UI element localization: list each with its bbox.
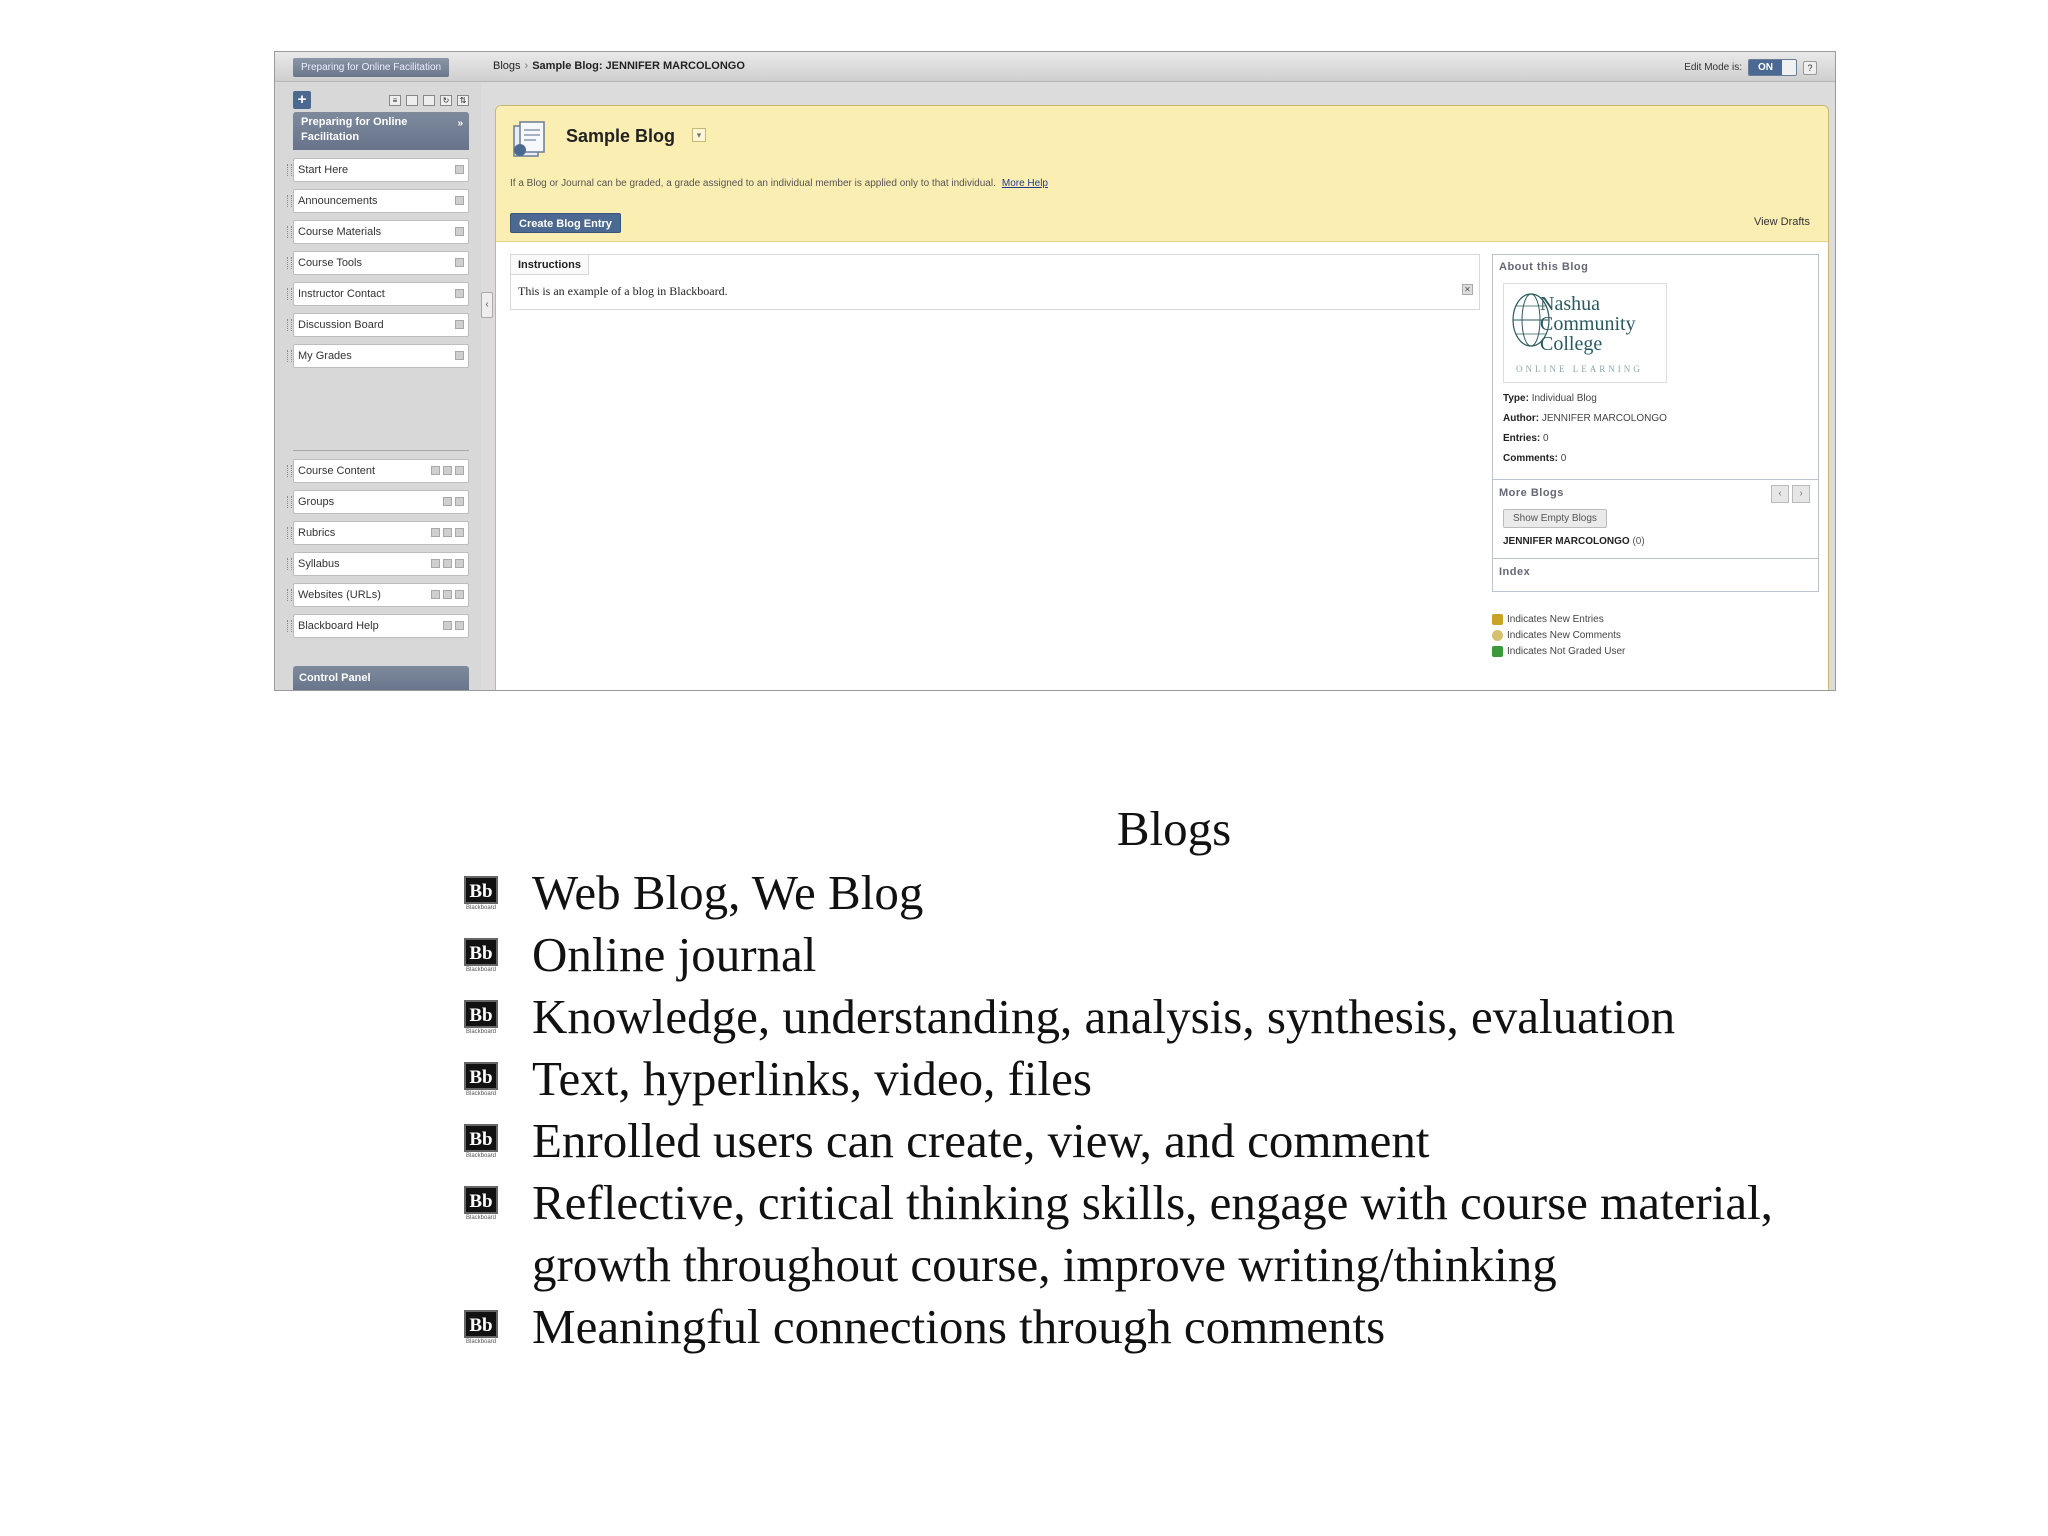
sidebar-item-label: Announcements — [298, 195, 378, 207]
sidebar-item-label: Course Materials — [298, 226, 382, 238]
refresh-icon[interactable]: ↻ — [440, 95, 452, 106]
course-menu-header[interactable] — [293, 112, 469, 150]
breadcrumb-current: Sample Blog: JENNIFER MARCOLONGO — [532, 60, 745, 72]
bullet-text: Meaningful connections through comments — [532, 1299, 1386, 1354]
edit-mode — [1684, 58, 1817, 77]
bullet-icon-text: Bb — [464, 876, 498, 904]
hidden-icon — [431, 466, 440, 475]
edit-mode-state: ON — [1749, 60, 1782, 75]
bullet-icon-caption: Blackboard — [465, 1215, 497, 1221]
item-options — [431, 466, 464, 475]
more-author-name: JENNIFER MARCOLONGO — [1503, 536, 1630, 547]
sidebar-divider — [293, 450, 469, 451]
collapse-sidebar-handle[interactable]: ‹ — [481, 292, 493, 318]
blackboard-bullet-icon — [464, 1000, 498, 1040]
legend-not-graded — [1492, 643, 1625, 659]
sidebar-item-label: Course Tools — [298, 257, 362, 269]
options-icon[interactable] — [455, 621, 464, 630]
sidebar-item-discussion-board[interactable] — [293, 313, 469, 337]
list-view-icon[interactable]: ≡ — [389, 95, 401, 106]
bullet-icon-text: Bb — [464, 1000, 498, 1028]
reorder-icon[interactable]: ⇅ — [457, 95, 469, 106]
edit-icon[interactable] — [443, 466, 452, 475]
item-options — [455, 351, 464, 360]
sidebar-item-course-materials[interactable] — [293, 220, 469, 244]
list-item — [464, 1110, 1884, 1172]
sidebar-item-groups[interactable] — [293, 490, 469, 514]
bullet-icon-caption: Blackboard — [465, 1153, 497, 1159]
index-title[interactable]: Index — [1499, 566, 1531, 578]
create-blog-entry-button[interactable]: Create Blog Entry — [510, 213, 621, 233]
sidebar-item-announcements[interactable] — [293, 189, 469, 213]
page-description-text: If a Blog or Journal can be graded, a grade assigned to an individual member is applied only to that individual. — [510, 178, 996, 189]
sidebar-item-label: Rubrics — [298, 527, 336, 539]
blackboard-bullet-icon — [464, 1310, 498, 1350]
bullet-icon-caption: Blackboard — [465, 1091, 497, 1097]
close-icon[interactable]: ✕ — [1462, 284, 1473, 295]
blog-content-area — [495, 105, 1829, 691]
item-options — [455, 289, 464, 298]
bullet-icon-caption: Blackboard — [465, 1339, 497, 1345]
logo-line-2: Community — [1540, 313, 1636, 335]
options-icon[interactable] — [455, 258, 464, 267]
sidebar-item-course-content[interactable] — [293, 459, 469, 483]
chevron-right-icon[interactable]: » — [457, 118, 463, 129]
edit-icon[interactable] — [443, 497, 452, 506]
bullet-icon-text: Bb — [464, 1186, 498, 1214]
page-title: Sample Blog — [566, 126, 676, 146]
slide-title: Blogs — [1116, 801, 1232, 856]
options-icon[interactable] — [455, 289, 464, 298]
sidebar-item-websites[interactable] — [293, 583, 469, 607]
folder-view-icon[interactable] — [406, 95, 418, 106]
item-options — [443, 621, 464, 630]
top-navigation-bar — [275, 52, 1835, 82]
bullet-icon-text: Bb — [464, 938, 498, 966]
item-options — [431, 590, 464, 599]
list-item — [464, 1172, 1884, 1296]
more-help-link[interactable]: More Help — [1001, 178, 1048, 189]
options-icon[interactable] — [455, 320, 464, 329]
list-item — [464, 924, 1884, 986]
sidebar-item-label: Blackboard Help — [298, 620, 379, 632]
options-icon[interactable] — [455, 227, 464, 236]
not-graded-icon — [1492, 646, 1503, 657]
edit-icon[interactable] — [443, 559, 452, 568]
entries-value: 0 — [1543, 433, 1549, 444]
edit-mode-toggle[interactable] — [1748, 59, 1797, 76]
legend-new-entries — [1492, 611, 1625, 627]
legend-label: Indicates Not Graded User — [1507, 645, 1626, 657]
blog-author — [1503, 413, 1667, 424]
legend — [1492, 611, 1625, 659]
sidebar-item-label: Course Content — [298, 465, 376, 477]
new-comments-icon — [1492, 630, 1503, 641]
sidebar-item-label: Websites (URLs) — [298, 589, 381, 601]
options-icon[interactable] — [455, 559, 464, 568]
list-item — [464, 986, 1884, 1048]
bullet-text: Web Blog, We Blog — [532, 865, 924, 920]
page-header — [496, 106, 1828, 242]
blackboard-bullet-icon — [464, 876, 498, 916]
hidden-icon — [431, 590, 440, 599]
hidden-icon — [431, 559, 440, 568]
edit-icon[interactable] — [443, 590, 452, 599]
more-blogs-author-link[interactable] — [1503, 536, 1645, 547]
sidebar-item-label: Start Here — [298, 164, 349, 176]
type-value: Individual Blog — [1531, 393, 1597, 404]
options-icon[interactable] — [455, 528, 464, 537]
view-drafts-link[interactable]: View Drafts — [1753, 216, 1810, 228]
legend-new-comments — [1492, 627, 1625, 643]
list-item — [464, 862, 1884, 924]
options-icon[interactable] — [455, 351, 464, 360]
blog-icon — [510, 120, 550, 160]
about-blog-panel — [1492, 254, 1819, 592]
sidebar-item-label: Instructor Contact — [298, 288, 385, 300]
item-options — [431, 528, 464, 537]
bullet-icon-text: Bb — [464, 1124, 498, 1152]
options-icon[interactable] — [455, 196, 464, 205]
bullet-icon-caption: Blackboard — [465, 967, 497, 973]
author-value: JENNIFER MARCOLONGO — [1541, 413, 1667, 424]
bullet-icon-text: Bb — [464, 1062, 498, 1090]
blackboard-bullet-icon — [464, 1062, 498, 1102]
new-entries-icon — [1492, 614, 1503, 625]
page-description — [510, 178, 1048, 189]
college-logo — [1503, 283, 1667, 383]
help-icon[interactable]: ? — [1803, 61, 1817, 75]
new-window-icon[interactable] — [423, 95, 435, 106]
sidebar-item-start-here[interactable] — [293, 158, 469, 182]
about-blog-title: About this Blog — [1499, 261, 1589, 273]
blog-type — [1503, 393, 1597, 404]
logo-line-3: College — [1540, 333, 1603, 355]
instructions-text: This is an example of a blog in Blackboard. — [518, 284, 728, 298]
chevron-left-icon[interactable]: ‹ — [1771, 485, 1789, 503]
edit-mode-off-half — [1782, 60, 1796, 75]
add-menu-item-icon[interactable]: + — [293, 91, 311, 109]
legend-label: Indicates New Comments — [1507, 629, 1621, 641]
breadcrumb — [493, 60, 745, 72]
bullet-text: Online journal — [532, 927, 817, 982]
bullet-icon-text: Bb — [464, 1310, 498, 1338]
bullet-icon-caption: Blackboard — [465, 905, 497, 911]
item-options — [455, 227, 464, 236]
item-options — [455, 196, 464, 205]
edit-icon[interactable] — [443, 528, 452, 537]
options-icon[interactable] — [455, 165, 464, 174]
bullet-text: Reflective, critical thinking skills, engage with course material, growth throughout course, improve writing/thinking — [532, 1175, 1773, 1292]
sidebar-item-course-tools[interactable] — [293, 251, 469, 275]
chevron-right-icon[interactable]: › — [1792, 485, 1810, 503]
course-menu-sidebar — [275, 83, 481, 691]
sidebar-item-label: Syllabus — [298, 558, 340, 570]
blackboard-bullet-icon — [464, 938, 498, 978]
blackboard-bullet-icon — [464, 1124, 498, 1164]
sidebar-item-label: Discussion Board — [298, 319, 384, 331]
author-label: Author: — [1503, 413, 1540, 424]
item-options — [455, 258, 464, 267]
entries-label: Entries: — [1503, 433, 1541, 444]
bullet-text: Text, hyperlinks, video, files — [532, 1051, 1092, 1106]
hidden-icon — [431, 528, 440, 537]
sidebar-item-label: Groups — [298, 496, 335, 508]
control-panel-header[interactable]: Control Panel — [293, 666, 469, 691]
options-icon[interactable] — [455, 590, 464, 599]
item-options — [455, 320, 464, 329]
item-options — [443, 497, 464, 506]
course-tab[interactable]: Preparing for Online Facilitation — [293, 58, 449, 77]
sidebar-item-label: My Grades — [298, 350, 352, 362]
logo-subtitle: ONLINE LEARNING — [1516, 364, 1643, 374]
item-options — [455, 165, 464, 174]
sidebar-item-my-grades[interactable] — [293, 344, 469, 368]
type-label: Type: — [1503, 393, 1529, 404]
breadcrumb-separator: › — [524, 60, 529, 72]
sidebar-item-instructor-contact[interactable] — [293, 282, 469, 306]
more-blogs-pager — [1771, 485, 1810, 503]
comments-value: 0 — [1560, 453, 1567, 464]
more-author-count: (0) — [1632, 536, 1645, 547]
options-icon[interactable] — [455, 466, 464, 475]
logo-text — [1540, 294, 1636, 354]
bullet-text: Knowledge, understanding, analysis, synthesis, evaluation — [532, 989, 1676, 1044]
instructions-panel — [510, 254, 1480, 310]
comments-label: Comments: — [1503, 453, 1559, 464]
blackboard-screenshot — [274, 51, 1836, 691]
more-blogs-title: More Blogs — [1499, 487, 1564, 499]
instructions-tab[interactable]: Instructions — [511, 255, 589, 275]
logo-line-1: Nashua — [1540, 293, 1600, 315]
sidebar-item-blackboard-help[interactable] — [293, 614, 469, 638]
sidebar-item-syllabus[interactable] — [293, 552, 469, 576]
edit-mode-label: Edit Mode is: — [1684, 62, 1742, 73]
blog-comments — [1503, 453, 1566, 464]
list-item — [464, 1296, 1884, 1358]
edit-icon[interactable] — [443, 621, 452, 630]
bullet-icon-caption: Blackboard — [465, 1029, 497, 1035]
index-divider — [1493, 558, 1818, 559]
blog-entries — [1503, 433, 1549, 444]
breadcrumb-blogs[interactable]: Blogs — [493, 60, 521, 72]
blackboard-bullet-icon — [464, 1186, 498, 1226]
course-menu-title: Preparing for Online Facilitation — [301, 116, 408, 143]
legend-label: Indicates New Entries — [1507, 613, 1604, 625]
course-menu-toolbar — [293, 91, 469, 109]
menu-tools — [389, 95, 469, 106]
bullet-list — [464, 862, 1884, 1358]
options-icon[interactable] — [455, 497, 464, 506]
bullet-text: Enrolled users can create, view, and comment — [532, 1113, 1430, 1168]
more-blogs-divider — [1493, 479, 1818, 480]
chevron-down-icon[interactable]: ▾ — [692, 128, 706, 142]
item-options — [431, 559, 464, 568]
sidebar-item-rubrics[interactable] — [293, 521, 469, 545]
list-item — [464, 1048, 1884, 1110]
show-empty-blogs-button[interactable]: Show Empty Blogs — [1503, 509, 1607, 528]
